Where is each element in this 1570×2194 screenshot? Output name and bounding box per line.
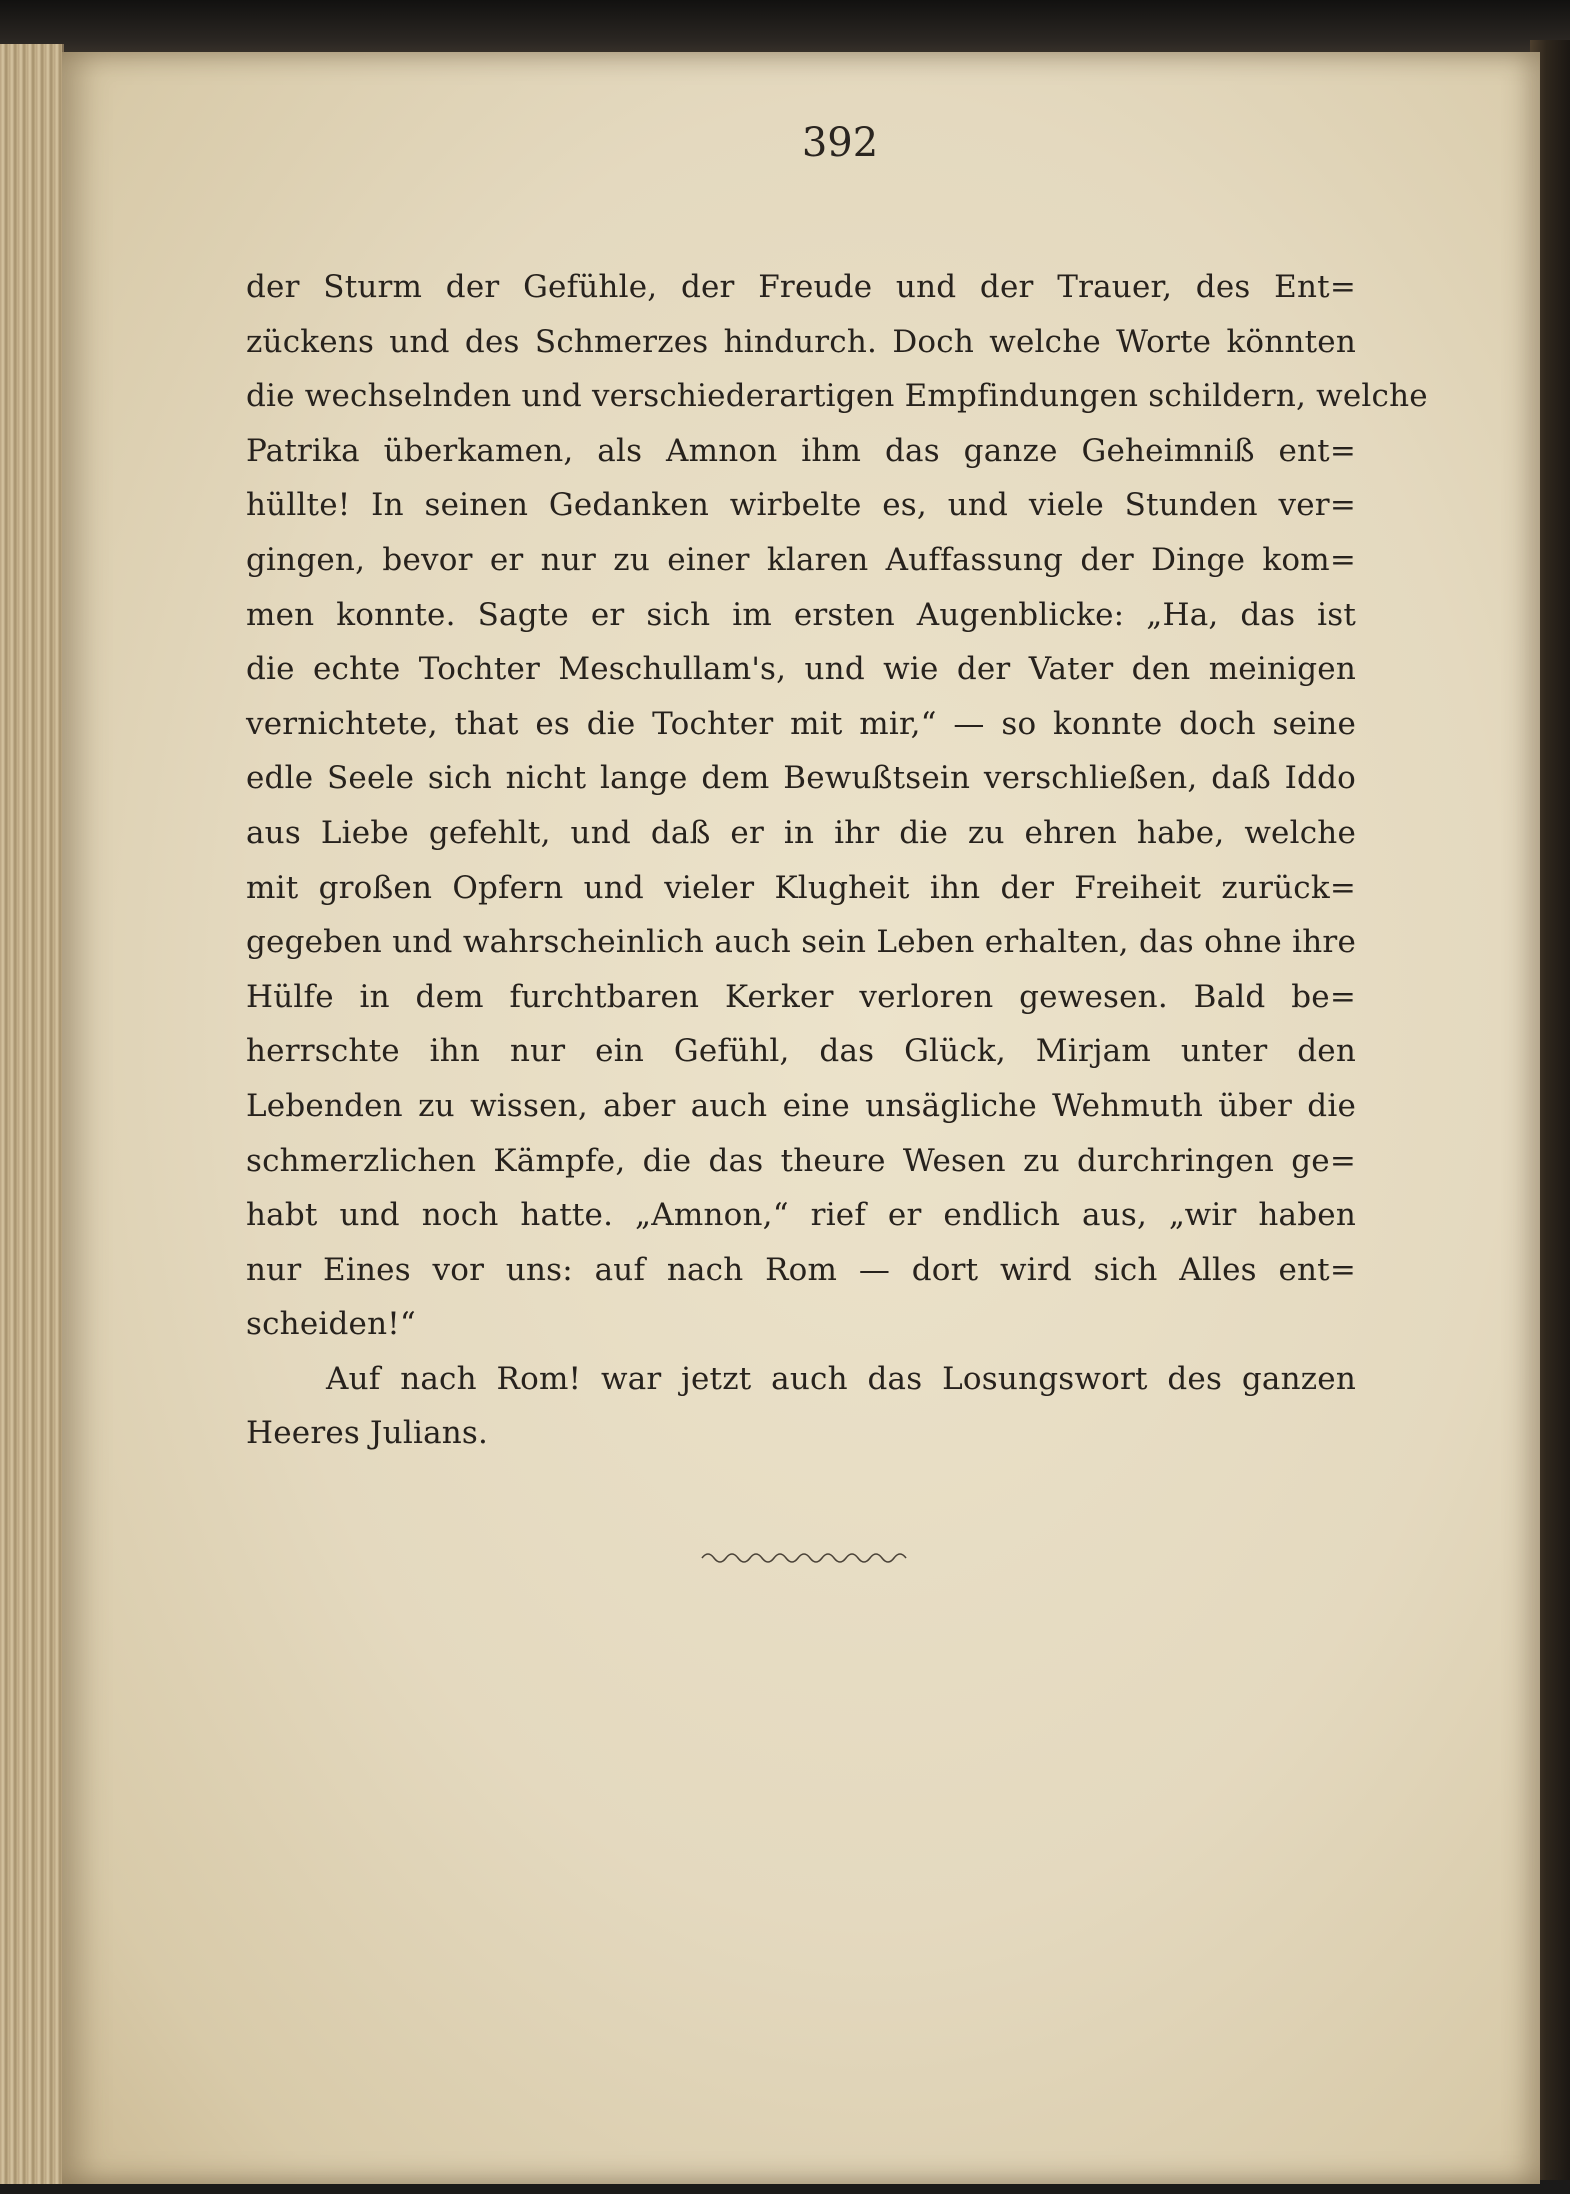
book-page-stack-edge [0, 44, 64, 2184]
text-line: habt und noch hatte. „Amnon,“ rief er endlich aus, „wir haben [246, 1197, 1356, 1234]
text-line: die echte Tochter Meschullam's, und wie der Vater den meinigen [246, 651, 1356, 688]
text-line: Auf nach Rom! war jetzt auch das Losungswort des ganzen [326, 1360, 1356, 1397]
text-line: herrschte ihn nur ein Gefühl, das Glück, Mirjam unter den [246, 1033, 1356, 1070]
text-line: schmerzlichen Kämpfe, die das theure Wesen zu durchringen ge= [246, 1142, 1356, 1179]
text-line: Hülfe in dem furchtbaren Kerker verloren gewesen. Bald be= [246, 978, 1356, 1015]
text-line: der Sturm der Gefühle, der Freude und der Trauer, des Ent= [246, 269, 1356, 305]
text-line: gegeben und wahrscheinlich auch sein Leben erhalten, das ohne ihre [246, 924, 1356, 961]
text-line: Heeres Julians. [246, 1415, 489, 1452]
scan-top-edge [0, 0, 1570, 58]
text-line: men konnte. Sagte er sich im ersten Augenblicke: „Ha, das ist [246, 596, 1356, 633]
text-line: mit großen Opfern und vieler Klugheit ihn der Freiheit zurück= [246, 869, 1356, 906]
page-number: 392 [801, 120, 879, 166]
text-line: zückens und des Schmerzes hindurch. Doch welche Worte könnten [246, 323, 1356, 360]
text-line: edle Seele sich nicht lange dem Bewußtsein verschließen, daß Iddo [246, 760, 1356, 797]
text-line: scheiden!“ [246, 1306, 416, 1343]
text-line: Lebenden zu wissen, aber auch eine unsägliche Wehmuth über die [246, 1087, 1356, 1124]
wavy-section-divider [700, 1548, 910, 1568]
text-line: nur Eines vor uns: auf nach Rom — dort wird sich Alles ent= [246, 1251, 1356, 1288]
body-text [246, 260, 1428, 1461]
text-line: Patrika überkamen, als Amnon ihm das ganze Geheimniß ent= [246, 432, 1356, 469]
text-line: gingen, bevor er nur zu einer klaren Auffassung der Dinge kom= [246, 541, 1356, 578]
text-line: hüllte! In seinen Gedanken wirbelte es, und viele Stunden ver= [246, 487, 1356, 524]
text-line: aus Liebe gefehlt, und daß er in ihr die zu ehren habe, welche [246, 814, 1356, 851]
text-line: die wechselnden und verschiederartigen Empfindungen schildern, welche [246, 378, 1428, 415]
text-line: vernichtete, that es die Tochter mit mir,“ — so konnte doch seine [246, 705, 1356, 742]
